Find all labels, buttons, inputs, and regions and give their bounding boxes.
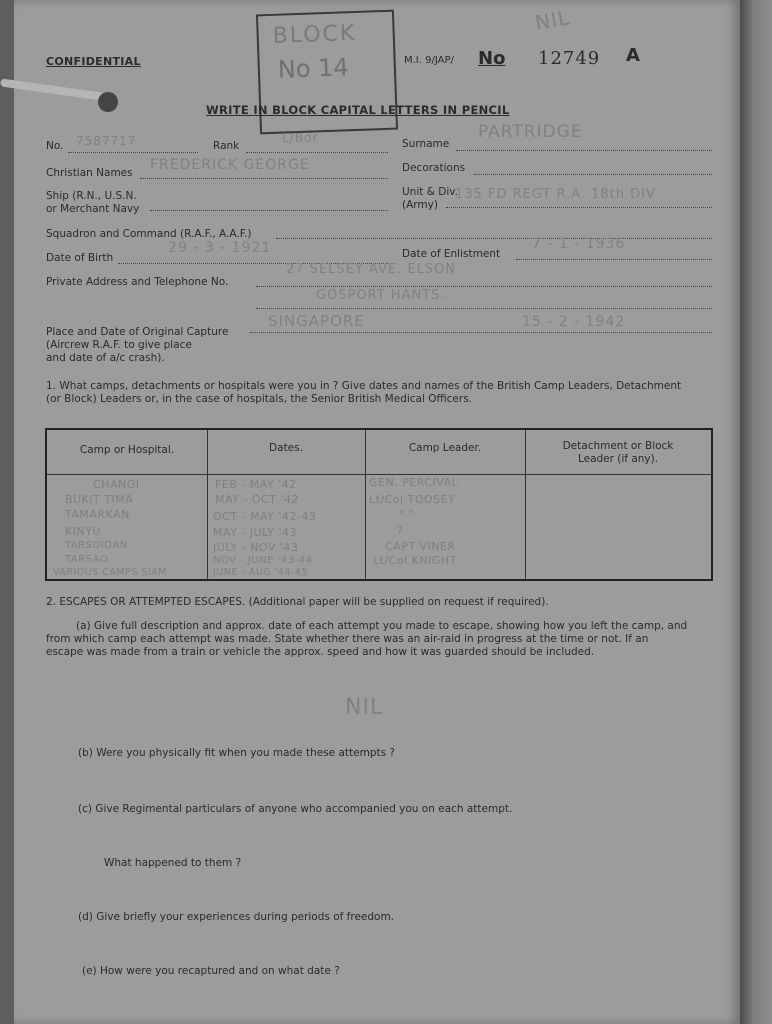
stamp-line1: BLOCK — [272, 20, 357, 49]
page-edge — [740, 0, 772, 1024]
col-dates: Dates. — [269, 442, 303, 454]
table-cell-leader: GEN. PERCIVAL — [369, 476, 459, 489]
address-label: Private Address and Telephone No. — [46, 276, 229, 288]
question2c-followup: What happened to them ? — [104, 857, 242, 869]
form-number: 12749 — [538, 48, 601, 69]
decorations-label: Decorations — [402, 162, 466, 174]
question2a-answer: NIL — [345, 695, 384, 720]
capture-label-1: Place and Date of Original Capture — [46, 326, 229, 338]
christian-names-value: FREDERICK GEORGE — [150, 157, 310, 173]
ship-label-2: or Merchant Navy — [46, 203, 140, 215]
capture-date: 15 - 2 - 1942 — [522, 314, 626, 330]
no-field-value: 7587717 — [76, 134, 137, 148]
question2d: (d) Give briefly your experiences during periods of freedom. — [78, 911, 395, 923]
instruction-heading: WRITE IN BLOCK CAPITAL LETTERS IN PENCIL — [206, 103, 510, 117]
capture-label-3: and date of a/c crash). — [46, 352, 165, 364]
question2a-line3: escape was made from a train or vehicle the approx. speed and how it was guarded should be included. — [46, 646, 595, 658]
enlistment-label: Date of Enlistment — [402, 248, 501, 260]
surname-value: PARTRIDGE — [478, 122, 583, 142]
camps-table — [45, 428, 713, 581]
table-cell-dates: MAY - OCT '42 — [215, 493, 299, 506]
capture-label-2: (Aircrew R.A.F. to give place — [46, 339, 192, 351]
stamp-line2: No 14 — [277, 53, 350, 84]
col-leader: Camp Leader. — [408, 442, 482, 454]
table-cell-leader: Lt/Col TOOSEY — [369, 493, 456, 506]
form-suffix: A — [626, 45, 640, 66]
table-cell-dates: JUNE - AUG '44-45 — [213, 567, 308, 578]
christian-names-label: Christian Names — [46, 167, 133, 179]
question2e: (e) How were you recaptured and on what date ? — [82, 965, 340, 977]
table-cell-camp: VARIOUS CAMPS SIAM — [53, 567, 167, 578]
table-cell-camp: BUKIT TIMA — [65, 493, 134, 506]
table-cell-dates: NOV - JUNE '43-44 — [213, 555, 313, 566]
question2b: (b) Were you physically fit when you made these attempts ? — [78, 747, 395, 759]
ref-label: M.I. 9/JAP/ — [404, 55, 454, 66]
question2a-line1: (a) Give full description and approx. date of each attempt you made to escape, showing how you left the camp, and — [76, 620, 688, 632]
table-cell-leader: CAPT VINER — [385, 540, 456, 553]
corner-note: NIL — [533, 5, 572, 35]
rank-value: L/Bdr — [282, 131, 319, 145]
table-cell-dates: MAY - JULY '43 — [213, 526, 298, 539]
table-cell-leader: ? — [397, 524, 404, 537]
question2a-line2: from which camp each attempt was made. State whether there was an air-raid in progress at the time or not. If an — [46, 633, 649, 645]
no-field-label: No. — [46, 140, 64, 152]
table-cell-camp: CHANGI — [93, 478, 140, 491]
address-value-2: GOSPORT HANTS. — [316, 288, 446, 303]
col-detachment-line2: Leader (if any). — [577, 453, 659, 465]
address-value-1: 27 SELSEY AVE. ELSON — [286, 262, 457, 277]
table-cell-dates: JULY - NOV '43 — [213, 541, 299, 554]
surname-label: Surname — [402, 138, 450, 150]
table-cell-camp: TAMARKAN — [65, 508, 130, 521]
rank-label: Rank — [213, 140, 240, 152]
table-cell-dates: FEB - MAY '42 — [215, 478, 297, 491]
capture-place: SINGAPORE — [268, 312, 365, 330]
col-detachment: Detachment or Block — [562, 440, 674, 452]
table-cell-leader: " " — [399, 508, 415, 521]
question1-line2: (or Block) Leaders or, in the case of hospitals, the Senior British Medical Officers. — [46, 393, 473, 405]
question2c: (c) Give Regimental particulars of anyone who accompanied you on each attempt. — [78, 803, 513, 815]
question2-heading: 2. ESCAPES OR ATTEMPTED ESCAPES. (Additional paper will be supplied on request if required). — [46, 596, 549, 608]
question1-line1: 1. What camps, detachments or hospitals were you in ? Give dates and names of the British Camp Leaders, Detachment — [46, 380, 682, 392]
dob-label: Date of Birth — [46, 252, 114, 264]
table-cell-dates: OCT - MAY '42-43 — [213, 510, 317, 523]
punch-hole — [98, 92, 118, 112]
table-cell-camp: TARSOIDAN — [65, 540, 128, 551]
table-cell-leader: Lt/Col KNIGHT — [373, 554, 457, 567]
dob-value: 29 - 3 - 1921 — [168, 240, 272, 256]
table-cell-camp: KINYU — [65, 525, 101, 538]
confidential-label: CONFIDENTIAL — [46, 55, 141, 68]
ship-label-1: Ship (R.N., U.S.N. — [46, 190, 137, 202]
no-label: No — [478, 48, 506, 69]
table-cell-camp: TARSAO — [65, 554, 109, 565]
squadron-label: Squadron and Command (R.A.F., A.A.F.) — [46, 228, 252, 240]
enlistment-value: 7 - 1 - 1936 — [532, 236, 626, 252]
col-camp: Camp or Hospital. — [79, 444, 175, 456]
unit-label-2: (Army) — [402, 199, 438, 211]
unit-value: 135 FD REGT R.A. 18th DIV — [455, 187, 656, 202]
unit-label-1: Unit & Div. — [402, 186, 458, 198]
